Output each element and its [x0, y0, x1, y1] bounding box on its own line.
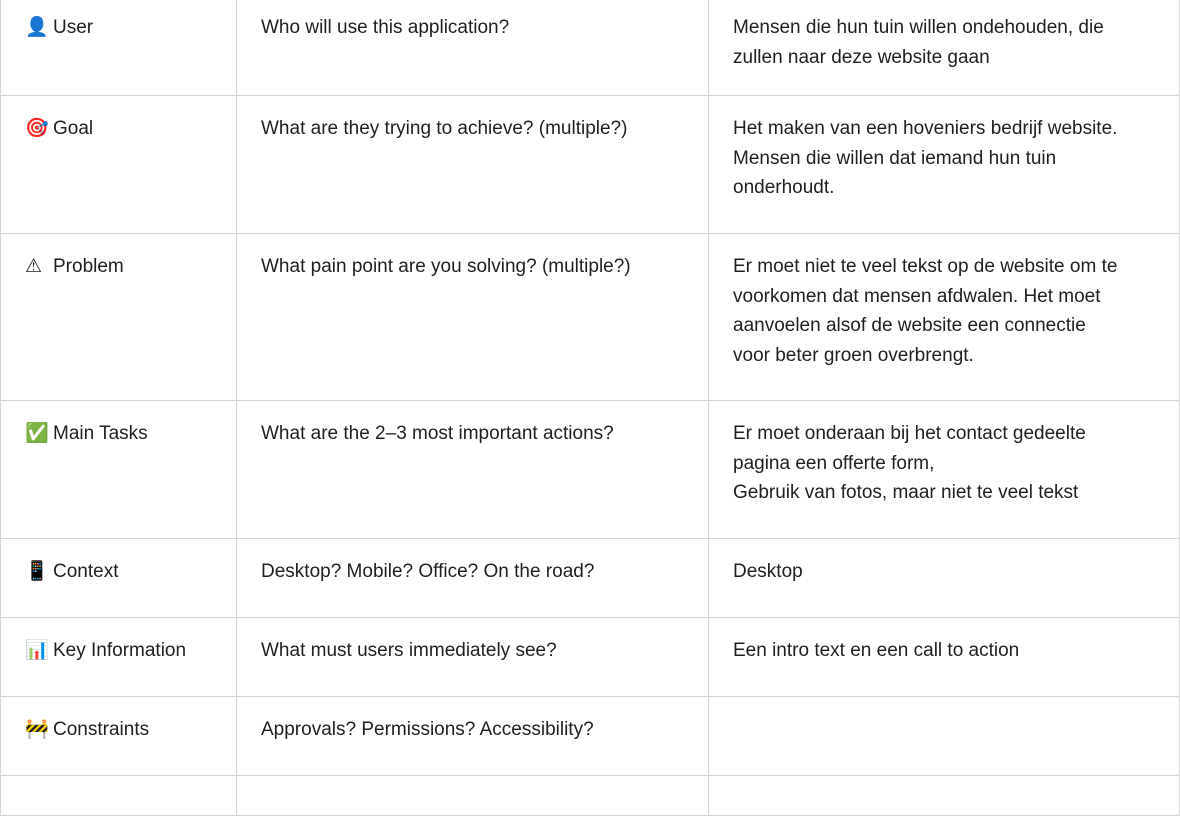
- answer-cell[interactable]: [708, 96, 1180, 233]
- answer-line: Het maken van een hoveniers bedrijf website.: [733, 118, 1118, 139]
- row-label: Problem: [53, 256, 124, 277]
- question-text: Desktop? Mobile? Office? On the road?: [261, 561, 595, 582]
- question-cell: [236, 96, 708, 233]
- empty-cell: [236, 776, 708, 815]
- row-label: Key Information: [53, 640, 187, 661]
- row-label-cell: [0, 697, 236, 775]
- question-cell: [236, 618, 708, 696]
- question-cell: [236, 234, 708, 400]
- row-label: Constraints: [53, 719, 150, 740]
- user-icon: 👤: [25, 16, 49, 38]
- question-text: What pain point are you solving? (multiple?): [261, 256, 631, 277]
- table-row: [0, 776, 1180, 816]
- answer-line: Er moet onderaan bij het contact gedeelte: [733, 423, 1086, 444]
- construction-icon: 🚧: [25, 718, 49, 740]
- question-cell: [236, 401, 708, 538]
- row-label: Context: [53, 561, 119, 582]
- answer-line: voor beter groen overbrengt.: [733, 344, 974, 366]
- answer-line: Een intro text en een call to action: [733, 640, 1020, 661]
- question-text: What are the 2–3 most important actions?: [261, 423, 614, 444]
- row-label: Main Tasks: [53, 423, 148, 444]
- answer-cell[interactable]: [708, 401, 1180, 538]
- answer-cell[interactable]: [708, 618, 1180, 696]
- row-label-cell: [0, 234, 236, 400]
- answer-line: onderhoudt.: [733, 177, 835, 198]
- answer-line: zullen naar deze website gaan: [733, 46, 990, 68]
- mobile-phone-icon: 📱: [25, 560, 49, 582]
- row-label-cell: [0, 539, 236, 617]
- row-label: Goal: [53, 118, 94, 139]
- answer-line: Er moet niet te veel tekst op de website om te: [733, 256, 1118, 277]
- question-cell: [236, 0, 708, 95]
- table-row: [0, 697, 1180, 776]
- row-label: User: [53, 17, 94, 38]
- empty-cell: [708, 776, 1180, 815]
- bar-chart-icon: 📊: [25, 639, 49, 661]
- question-cell: [236, 539, 708, 617]
- table-row: [0, 618, 1180, 697]
- answer-line: voorkomen dat mensen afdwalen. Het moet: [733, 285, 1101, 307]
- question-cell: [236, 697, 708, 775]
- answer-line: pagina een offerte form,: [733, 452, 935, 474]
- table-row: [0, 96, 1180, 234]
- answer-cell[interactable]: [708, 539, 1180, 617]
- answer-line: Desktop: [733, 561, 803, 582]
- target-icon: 🎯: [25, 117, 49, 139]
- question-text: What must users immediately see?: [261, 640, 557, 661]
- table-row: [0, 0, 1180, 96]
- row-label-cell: [0, 96, 236, 233]
- answer-line: Mensen die hun tuin willen ondehouden, die: [733, 17, 1104, 38]
- question-text: What are they trying to achieve? (multiple?): [261, 118, 628, 139]
- answer-line: aanvoelen alsof de website een connectie: [733, 315, 1086, 336]
- table-row: [0, 234, 1180, 401]
- warning-icon: ⚠: [25, 255, 43, 277]
- table-row: [0, 539, 1180, 618]
- question-text: Who will use this application?: [261, 17, 510, 38]
- answer-line: Mensen die willen dat iemand hun tuin: [733, 147, 1057, 169]
- row-label-cell: [0, 401, 236, 538]
- row-label-cell: [0, 618, 236, 696]
- answer-cell[interactable]: [708, 234, 1180, 400]
- answer-cell[interactable]: [708, 697, 1180, 775]
- answer-line: Gebruik van fotos, maar niet te veel tekst: [733, 482, 1079, 503]
- empty-cell: [0, 776, 236, 815]
- row-label-cell: [0, 0, 236, 95]
- answer-cell[interactable]: [708, 0, 1180, 95]
- check-icon: ✅: [25, 422, 49, 444]
- table-row: [0, 401, 1180, 539]
- question-text: Approvals? Permissions? Accessibility?: [261, 719, 594, 740]
